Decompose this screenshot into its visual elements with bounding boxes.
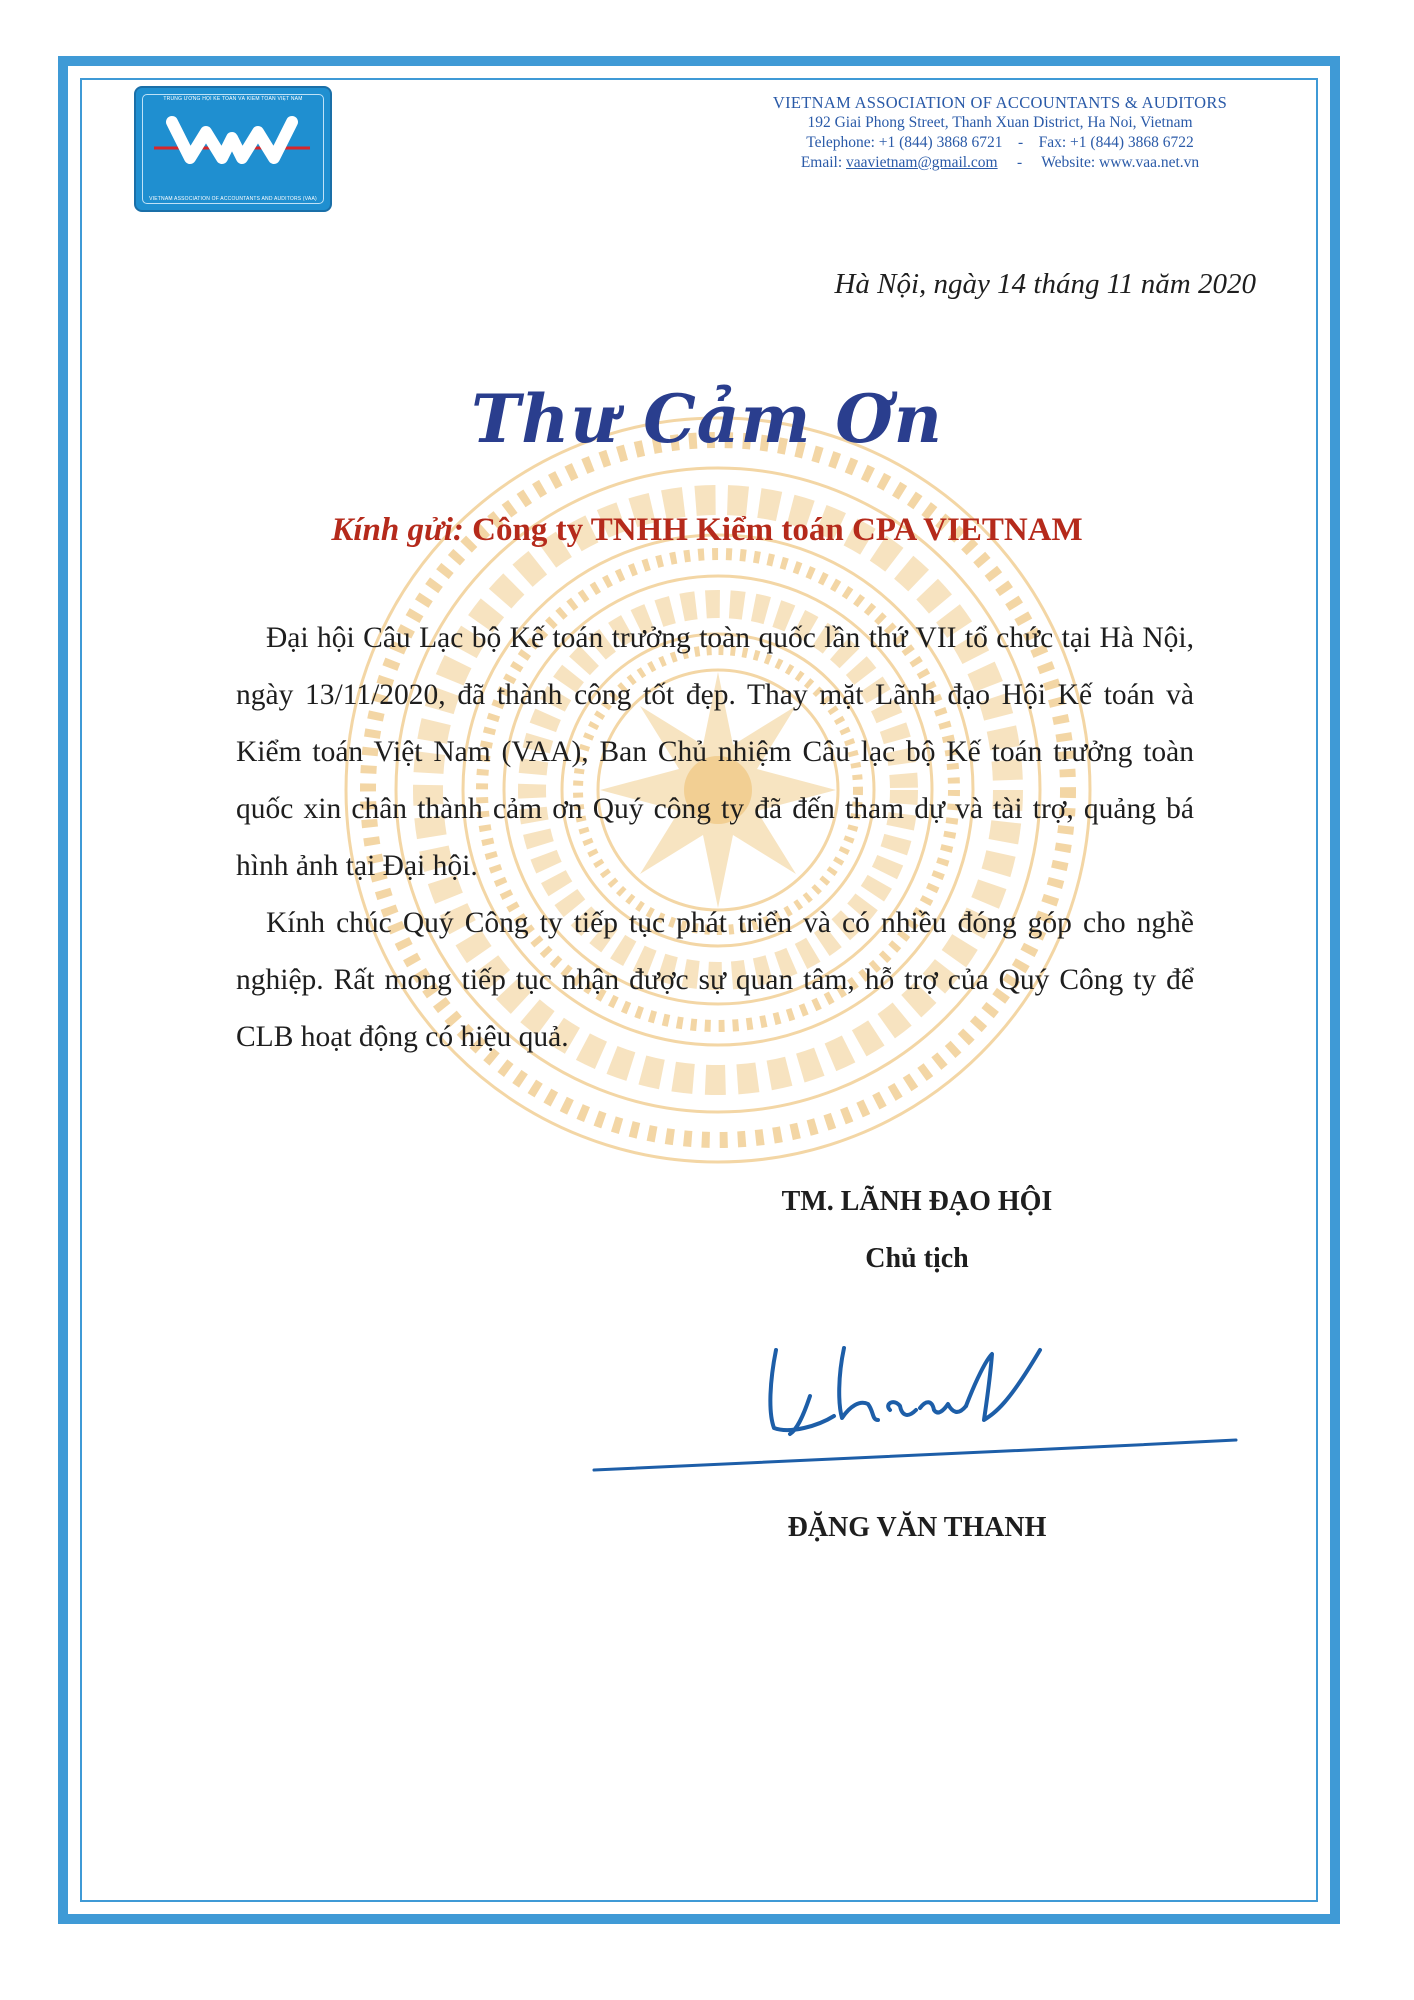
organization-address: 192 Giai Phong Street, Thanh Xuan District, Ha Noi, Vietnam xyxy=(807,114,1193,131)
vaa-logo-mark xyxy=(150,110,314,172)
signatory-role: TM. LÃNH ĐẠO HỘI xyxy=(781,1186,1053,1217)
separator: - xyxy=(1017,154,1023,171)
signatory-title: Chủ tịch xyxy=(865,1243,969,1274)
salutation-label: Kính gửi: xyxy=(331,512,464,548)
body-paragraph: Đại hội Câu Lạc bộ Kế toán trưởng toàn quốc lần thứ VII tổ chức tại Hà Nội, ngày 13/11/2020, đã thành công tốt đẹp. Thay mặt Lãnh đạo Hội Kế toán và Kiểm toán Việt Nam (VAA), Ban Chủ nhiệm Câu lạc bộ Kế toán trưởng toàn quốc xin chân thành cảm ơn Quý công ty đã đến tham dự và tài trợ, quảng bá hình ảnh tại Đại hội. xyxy=(236,622,1194,882)
website[interactable]: Website: www.vaa.net.vn xyxy=(1041,154,1200,171)
letter-title: Thư Cảm Ơn xyxy=(471,380,943,458)
letter-body xyxy=(236,610,1194,1066)
letter-date: Hà Nội, ngày 14 tháng 11 năm 2020 xyxy=(834,268,1256,300)
telephone: Telephone: +1 (844) 3868 6721 xyxy=(806,134,1003,151)
signatory-name: ĐẶNG VĂN THANH xyxy=(787,1512,1047,1543)
signature-rule xyxy=(590,1430,1240,1480)
logo-top-text: TRUNG ƯƠNG HỘI KẾ TOÁN VÀ KIỂM TOÁN VIỆT NAM xyxy=(163,96,303,102)
phone-fax-line xyxy=(700,133,1300,153)
email-website-line xyxy=(700,153,1300,173)
salutation xyxy=(0,512,1414,549)
vaa-logo xyxy=(134,86,332,212)
letterhead-contact xyxy=(700,93,1300,173)
email-link[interactable]: vaavietnam@gmail.com xyxy=(846,154,998,171)
recipient: Công ty TNHH Kiểm toán CPA VIETNAM xyxy=(472,512,1083,548)
separator: - xyxy=(1017,134,1024,151)
fax: Fax: +1 (844) 3868 6722 xyxy=(1038,134,1194,151)
organization-name: VIETNAM ASSOCIATION OF ACCOUNTANTS & AUDITORS xyxy=(772,93,1228,112)
body-paragraph: Kính chúc Quý Công ty tiếp tục phát triển và có nhiều đóng góp cho nghề nghiệp. Rất mong tiếp tục nhận được sự quan tâm, hỗ trợ của Quý Công ty để CLB hoạt động có hiệu quả. xyxy=(236,907,1194,1053)
logo-bottom-text: VIETNAM ASSOCIATION OF ACCOUNTANTS AND AUDITORS (VAA) xyxy=(149,196,317,202)
email-label: Email: xyxy=(800,154,843,171)
